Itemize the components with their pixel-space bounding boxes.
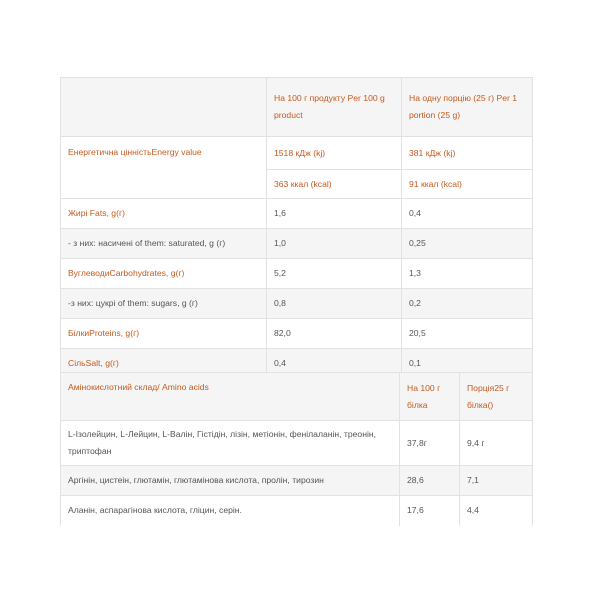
salt-100g: 0,4 bbox=[267, 349, 402, 379]
amino-header-per-portion: Порція25 г білка() bbox=[460, 373, 533, 421]
amino-acids-table bbox=[60, 372, 533, 526]
energy-kcal-portion: 91 ккал (kcal) bbox=[402, 170, 533, 199]
amino-header-label: Амінокислотний склад/ Amino acids bbox=[61, 373, 400, 421]
salt-portion: 0,1 bbox=[402, 349, 533, 379]
amino-row-conditional-portion: 7,1 bbox=[460, 466, 533, 496]
amino-row-essential: L-Ізолейцин, L-Лейцин, L-Валін, Гістідін, лізін, метіонін, фенілаланін, треонін, триптофан bbox=[61, 421, 400, 466]
saturated-label: - з них: насичені of them: saturated, g (г) bbox=[61, 229, 267, 259]
carbohydrates-100g: 5,2 bbox=[267, 259, 402, 289]
energy-kcal-100g: 363 ккал (kcal) bbox=[267, 170, 402, 199]
fats-label: Жирі Fats, g(г) bbox=[61, 199, 267, 229]
fats-portion: 0,4 bbox=[402, 199, 533, 229]
nutrition-header-per-100g: На 100 г продукту Per 100 g product bbox=[267, 78, 402, 137]
sugars-100g: 0,8 bbox=[267, 289, 402, 319]
amino-row-conditional-100g: 28,6 bbox=[400, 466, 460, 496]
energy-kj-100g: 1518 кДж (kj) bbox=[267, 137, 402, 170]
energy-value-label: Енергетична цінністьEnergy value bbox=[61, 137, 267, 199]
proteins-label: БілкиProteins, g(г) bbox=[61, 319, 267, 349]
proteins-portion: 20,5 bbox=[402, 319, 533, 349]
salt-label: СільSalt, g(г) bbox=[61, 349, 267, 379]
energy-kj-portion: 381 кДж (kj) bbox=[402, 137, 533, 170]
amino-row-essential-100g: 37,8г bbox=[400, 421, 460, 466]
fats-100g: 1,6 bbox=[267, 199, 402, 229]
sugars-portion: 0,2 bbox=[402, 289, 533, 319]
nutrition-header-empty bbox=[61, 78, 267, 137]
saturated-portion: 0,25 bbox=[402, 229, 533, 259]
amino-row-nonessential-100g: 17,6 bbox=[400, 496, 460, 526]
amino-row-nonessential: Аланін, аспарагінова кислота, гліцин, серін. bbox=[61, 496, 400, 526]
sugars-label: -з них: цукрі of them: sugars, g (г) bbox=[61, 289, 267, 319]
nutrition-header-per-portion: На одну порцію (25 г) Per 1 portion (25 g) bbox=[402, 78, 533, 137]
carbohydrates-label: ВуглеводиCarbohydrates, g(г) bbox=[61, 259, 267, 289]
amino-row-essential-portion: 9,4 г bbox=[460, 421, 533, 466]
amino-row-nonessential-portion: 4,4 bbox=[460, 496, 533, 526]
amino-row-conditional: Аргінін, цистеін, глютамін, глютамінова кислота, пролін, тирозин bbox=[61, 466, 400, 496]
carbohydrates-portion: 1,3 bbox=[402, 259, 533, 289]
amino-header-per-100g: На 100 г білка bbox=[400, 373, 460, 421]
saturated-100g: 1,0 bbox=[267, 229, 402, 259]
nutrition-table bbox=[60, 77, 533, 379]
proteins-100g: 82,0 bbox=[267, 319, 402, 349]
